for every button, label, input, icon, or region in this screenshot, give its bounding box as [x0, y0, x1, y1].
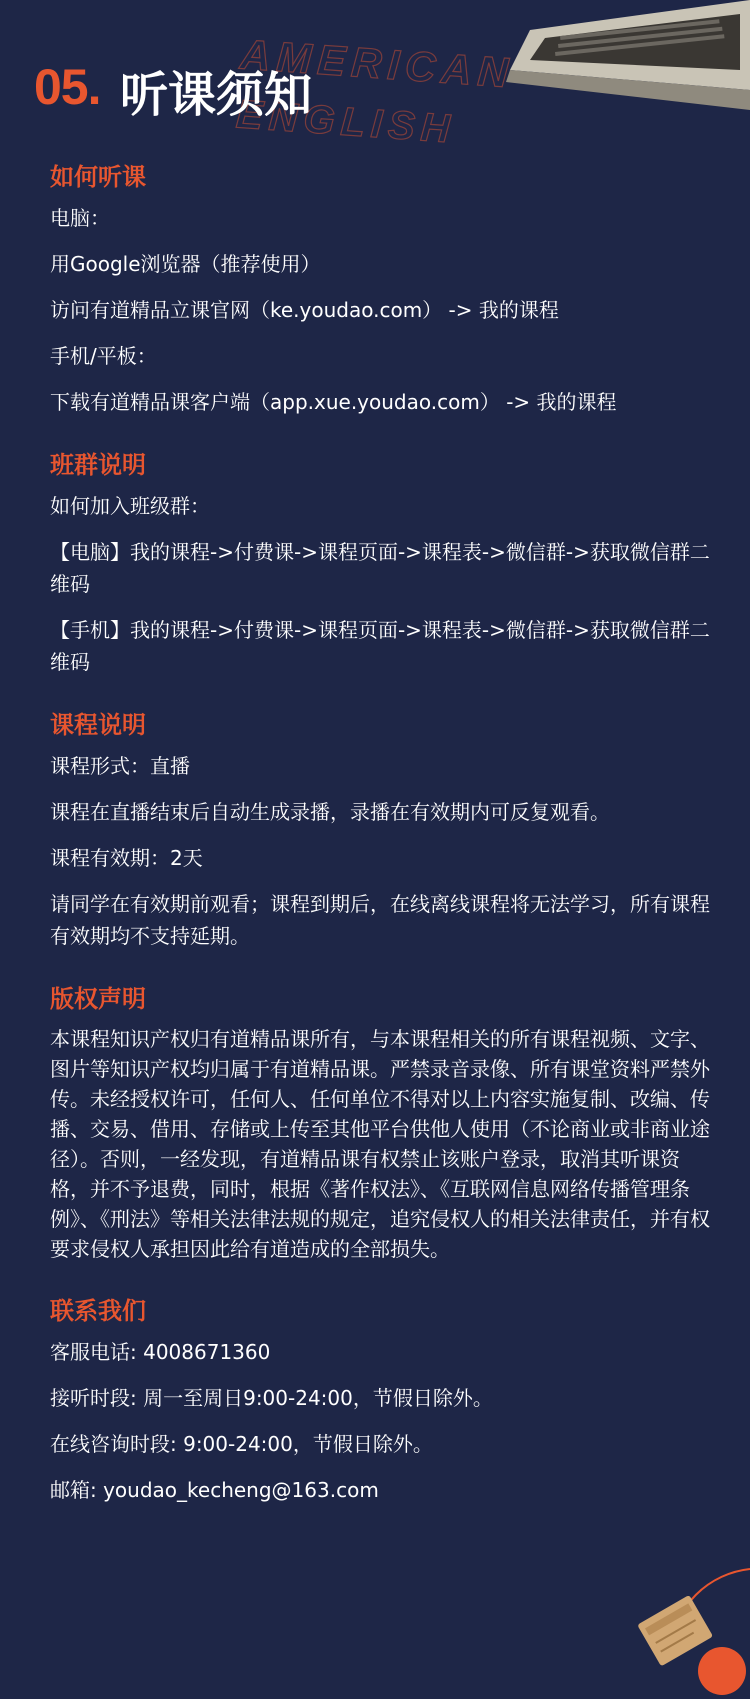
text-line: 请同学在有效期前观看；课程到期后，在线离线课程将无法学习，所有课程有效期均不支持延期。	[50, 892, 710, 948]
page-title: 听课须知	[120, 67, 313, 123]
notice-content	[50, 160, 710, 1536]
text-line: 访问有道精品立课官网（ke.youdao.com） -> 我的课程	[50, 298, 559, 322]
text-line: 手机/平板：	[50, 344, 157, 368]
contact-hours: 接听时段: 周一至周日9:00-24:00，节假日除外。	[50, 1386, 493, 1410]
section-title: 如何听课	[50, 163, 146, 191]
section-title: 课程说明	[50, 711, 146, 739]
watermark-american: AMERICAN	[238, 30, 516, 97]
copyright-paragraph: 本课程知识产权归有道精品课所有，与本课程相关的所有课程视频、文字、图片等知识产权均归属于有道精品课。严禁录音录像、所有课堂资料严禁外传。未经授权许可，任何人、任何单位不得对以上内容实施复制、改编、传播、交易、借用、存储或上传至其他平台供他人使用（不论商业或非商业途径）。否则，一经发现，有道精品课有权禁止该账户登录，取消其听课资格，并不予退费，同时，根据《著作权法》、《互联网信息网络传播管理条例》、《刑法》等相关法律法规的规定，追究侵权人的相关法律责任，并有权要求侵权人承担因此给有道造成的全部损失。	[50, 1027, 710, 1261]
section-title: 班群说明	[50, 451, 146, 479]
section-class-group	[50, 448, 710, 678]
section-contact	[50, 1294, 710, 1506]
contact-online-hours: 在线咨询时段: 9:00-24:00，节假日除外。	[50, 1432, 433, 1456]
text-line: 课程有效期：2天	[50, 846, 203, 870]
retro-computer-icon	[500, 0, 750, 110]
text-line: 【电脑】我的课程->付费课->课程页面->课程表->微信群->获取微信群二维码	[50, 540, 710, 596]
section-title: 联系我们	[50, 1297, 146, 1325]
section-copyright	[50, 982, 710, 1264]
text-line: 如何加入班级群：	[50, 494, 210, 518]
contact-email: 邮箱: youdao_kecheng@163.com	[50, 1478, 379, 1502]
text-line: 下载有道精品课客户端（app.xue.youdao.com） -> 我的课程	[50, 390, 617, 414]
page-header	[0, 0, 750, 160]
text-line: 用Google浏览器（推荐使用）	[50, 252, 321, 276]
section-number: 05.	[34, 59, 101, 115]
section-course-info	[50, 708, 710, 952]
section-title: 版权声明	[50, 985, 146, 1013]
watermark-english: ENGLISH	[234, 92, 458, 152]
text-line: 电脑：	[50, 206, 110, 230]
contact-phone: 客服电话: 4008671360	[50, 1340, 271, 1364]
text-line: 课程在直播结束后自动生成录播，录播在有效期内可反复观看。	[50, 800, 610, 824]
text-line: 课程形式：直播	[50, 754, 190, 778]
section-how-to-attend	[50, 160, 710, 418]
text-line: 【手机】我的课程->付费课->课程页面->课程表->微信群->获取微信群二维码	[50, 618, 710, 674]
decorative-ticket-icon	[610, 1539, 750, 1699]
